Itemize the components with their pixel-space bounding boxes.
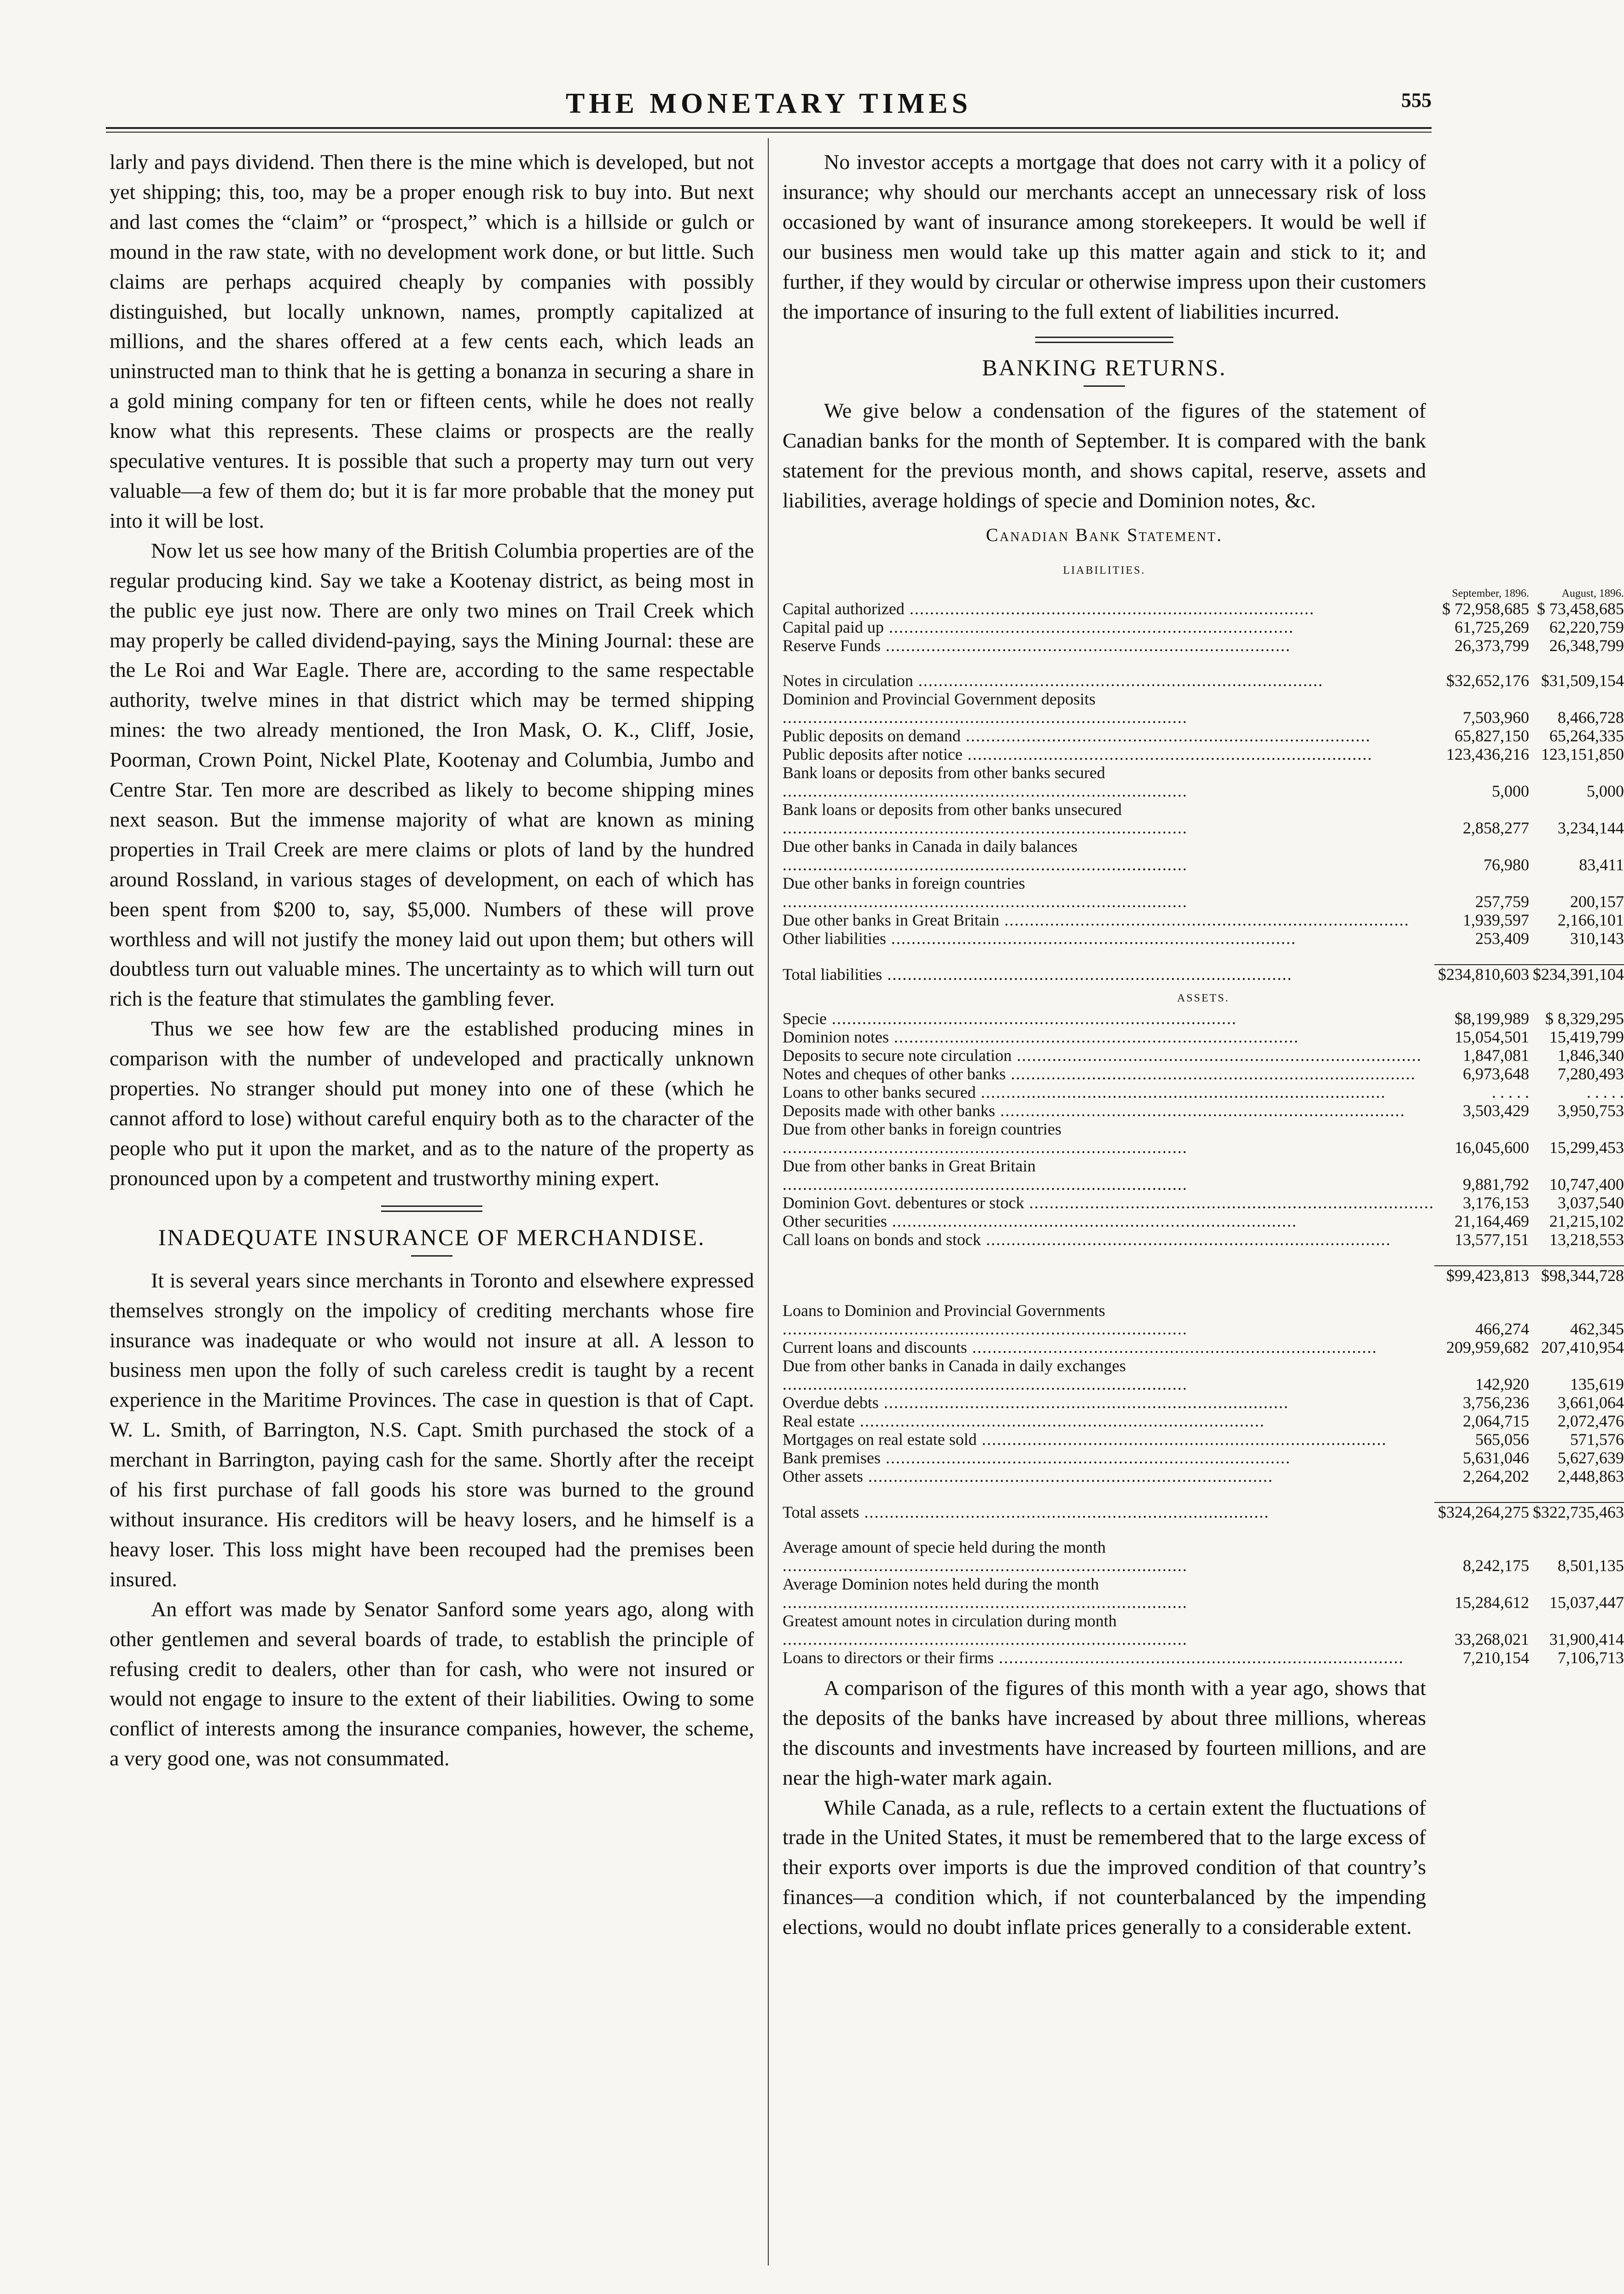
row-label [783, 1065, 1434, 1083]
row-label-text: Real estate [783, 1411, 855, 1430]
leader-dots [1012, 1046, 1422, 1065]
row-label [783, 800, 1434, 837]
value-august: 15,419,799 [1549, 1027, 1624, 1046]
row-label [783, 1357, 1434, 1393]
table-row [783, 1412, 1624, 1430]
value-august: 3,661,064 [1557, 1393, 1624, 1412]
value-september: 7,503,960 [1462, 708, 1529, 727]
table-row [783, 636, 1624, 655]
value-august: 2,166,101 [1557, 910, 1624, 929]
table-row [783, 1538, 1624, 1575]
table-row [783, 1230, 1624, 1249]
table-row [783, 1393, 1624, 1412]
table-spacer [783, 1285, 1624, 1301]
paragraph: Now let us see how many of the British Columbia properties are of the regular producing kind. Say we take a Kootenay district, as being most in the public eye just now. There are only two mines on Trail Creek which may properly be called dividend-paying, says the Mining Journal: these are the Le Roi and War Eagle. There are, according to the same respectable authority, twelve mines in that district which may be termed shipping mines: the two already mentioned, the Iron Mask, O. K., Cliff, Josie, Poorman, Crown Point, Nickel Plate, Kootenay and Columbia, Jumbo and Centre Star. Ten more are described as likely to become shipping mines next season. But the immense majority of what are known as mining properties in Trail Creek are mere claims or plots of land by the hundred around Rossland, in various stages of development, on each of which has been spent from $200 to, say, $5,000. Numbers of these will prove worthless and will not justify the money laid out upon them; but others will doubtless turn out valuable mines. The uncertainty as to which will turn out rich is the feature that stimulates the gambling fever. [110, 538, 754, 1011]
row-label [783, 1502, 1434, 1521]
row-label-text: Dominion Govt. debentures or stock [783, 1193, 1024, 1212]
table-row [783, 727, 1624, 745]
paragraph: Thus we see how few are the established producing mines in comparison with the number of undeveloped and practically unknown properties. No stranger should put money into one of these (which he cannot afford to lose) without careful enquiry both as to the character of the people who put it upon the market, and as to the nature of the property as pronounced upon by a competent and trustworthy mining expert. [110, 1017, 754, 1190]
leader-dots [884, 618, 1294, 636]
row-label-text: Deposits made with other banks [783, 1101, 995, 1120]
value-september: 26,373,799 [1454, 636, 1529, 655]
leader-dots [783, 856, 1188, 874]
value-september: 2,064,715 [1462, 1411, 1529, 1430]
value-august: $ 8,329,295 [1545, 1009, 1624, 1028]
row-label-text: Mortgages on real estate sold [783, 1430, 977, 1449]
table-row [783, 1028, 1624, 1046]
row-label-text: Public deposits after notice [783, 745, 963, 763]
row-label [783, 1083, 1434, 1101]
leader-dots [881, 1449, 1291, 1467]
row-label-text: Average Dominion notes held during the month [783, 1574, 1099, 1593]
table-row [783, 1157, 1624, 1194]
value-september: $8,199,989 [1454, 1009, 1529, 1028]
value-september: $324,264,275 [1434, 1502, 1529, 1521]
column-divider [768, 138, 769, 2265]
leader-dots [963, 745, 1373, 763]
value-september: $234,810,603 [1434, 965, 1529, 984]
row-label-text: Dominion notes [783, 1027, 889, 1046]
value-september: 76,980 [1483, 855, 1529, 874]
table-row [783, 929, 1624, 948]
table-row [783, 911, 1624, 929]
row-label-text: Due other banks in Canada in daily balances [783, 837, 1078, 856]
value-august: 21,215,102 [1549, 1211, 1624, 1230]
row-label [783, 1449, 1434, 1467]
table-row [783, 837, 1624, 874]
value-september: 257,759 [1475, 892, 1529, 911]
table-row [783, 1065, 1624, 1083]
value-september: 5,631,046 [1462, 1448, 1529, 1467]
table-row [783, 1357, 1624, 1393]
value-august: 3,950,753 [1557, 1101, 1624, 1120]
value-august: 7,106,713 [1557, 1648, 1624, 1667]
leader-dots [1024, 1194, 1434, 1212]
row-label [783, 690, 1434, 727]
row-label [783, 1393, 1434, 1412]
table-row [783, 671, 1624, 690]
table-row [783, 600, 1624, 618]
row-label [783, 1338, 1434, 1357]
leader-dots [783, 1375, 1188, 1393]
row-label-text: Bank premises [783, 1448, 881, 1467]
value-august: 1,846,340 [1557, 1046, 1624, 1065]
heading-rule [1084, 385, 1125, 387]
row-label-text: Due other banks in Great Britain [783, 910, 999, 929]
table-row [783, 1612, 1624, 1648]
value-august: 200,157 [1570, 892, 1624, 911]
row-label [783, 1101, 1434, 1120]
value-august: 462,345 [1570, 1319, 1624, 1338]
table-row [783, 1449, 1624, 1467]
leader-dots [783, 892, 1188, 911]
table-row [783, 618, 1624, 636]
row-label-text: Notes in circulation [783, 671, 913, 690]
value-august: $ 73,458,685 [1537, 599, 1624, 618]
page-header [106, 87, 1432, 124]
row-label-text: Due from other banks in foreign countries [783, 1119, 1061, 1138]
table-spacer [783, 1521, 1624, 1538]
value-august: $31,509,154 [1541, 671, 1624, 690]
value-august: 26,348,799 [1549, 636, 1624, 655]
leader-dots [977, 1430, 1387, 1449]
header-rule-thin [106, 132, 1432, 133]
table-spacer [783, 655, 1624, 671]
value-september: 65,827,150 [1454, 726, 1529, 745]
table-row [783, 1120, 1624, 1157]
row-label [783, 1301, 1434, 1338]
heading-rule [411, 1255, 452, 1257]
row-label [783, 745, 1434, 763]
value-september: 5,000 [1491, 781, 1529, 800]
row-label [783, 1212, 1434, 1230]
value-august: 571,576 [1570, 1430, 1624, 1449]
masthead: THE MONETARY TIMES [565, 88, 972, 119]
row-label-text: Overdue debts [783, 1393, 879, 1412]
row-label [783, 1266, 1434, 1285]
row-label-text: Other securities [783, 1211, 887, 1230]
value-august: . . . . . [1586, 1083, 1624, 1101]
value-august: 5,000 [1586, 781, 1624, 800]
value-september: 123,436,216 [1446, 745, 1529, 763]
value-august: 123,151,850 [1541, 745, 1624, 763]
value-september: 6,973,648 [1462, 1064, 1529, 1083]
table-row [783, 1083, 1624, 1101]
bank-statement-table [783, 588, 1624, 1667]
value-september: 7,210,154 [1462, 1648, 1529, 1667]
row-label-text: Total liabilities [783, 965, 882, 984]
value-september: 3,503,429 [1462, 1101, 1529, 1120]
value-september: $99,423,813 [1434, 1266, 1529, 1285]
row-label [783, 727, 1434, 745]
leader-dots [855, 1412, 1265, 1430]
paragraph: No investor accepts a mortgage that does not carry with it a policy of insurance; why should our merchants accept an unnecessary risk of loss occasioned by want of insurance among storekeepers. It would be well if our business men would take up this matter again and stick to it; and further, if they would by circular or otherwise impress upon their customers the importance of insuring to the full extent of liabilities incurred. [783, 150, 1426, 323]
value-september: 2,858,277 [1462, 818, 1529, 837]
leader-dots [863, 1467, 1273, 1485]
total-row [783, 965, 1624, 984]
row-label [783, 1575, 1434, 1612]
value-august: 8,466,728 [1557, 708, 1624, 727]
value-september: 16,045,600 [1454, 1138, 1529, 1157]
row-label [783, 1467, 1434, 1485]
leader-dots [859, 1503, 1269, 1521]
value-august: 65,264,335 [1549, 726, 1624, 745]
value-september: 466,274 [1475, 1319, 1529, 1338]
value-august: 31,900,414 [1549, 1630, 1624, 1648]
section-divider [381, 1205, 482, 1212]
value-september: 3,176,153 [1462, 1193, 1529, 1212]
leader-dots [827, 1009, 1237, 1028]
row-label [783, 1046, 1434, 1065]
leader-dots [783, 1175, 1188, 1194]
value-september: 15,284,612 [1454, 1593, 1529, 1612]
header-rule [106, 127, 1432, 129]
leader-dots [881, 636, 1291, 655]
table-header-row [783, 588, 1624, 600]
row-label-text: Bank loans or deposits from other banks secured [783, 763, 1105, 782]
value-august: 10,747,400 [1549, 1175, 1624, 1194]
paragraph: While Canada, as a rule, reflects to a certain extent the fluctuations of trade in the United States, it must be remembered that to the large excess of their exports over imports is due the improved condition of that country’s finances—a condition which, if not counterbalanced by the impending elections, would no doubt inflate prices generally to a considerable extent. [783, 1795, 1426, 1939]
total-row [783, 1502, 1624, 1521]
row-label-text: Other assets [783, 1467, 863, 1485]
row-label [783, 1009, 1434, 1028]
value-august: 3,234,144 [1557, 818, 1624, 837]
value-august: 62,220,759 [1549, 617, 1624, 636]
value-august: 2,448,863 [1557, 1467, 1624, 1485]
table-row [783, 1212, 1624, 1230]
table-row [783, 1009, 1624, 1028]
leader-dots [967, 1338, 1377, 1357]
leader-dots [905, 600, 1315, 618]
row-label [783, 600, 1434, 618]
value-august: 15,037,447 [1549, 1593, 1624, 1612]
section-heading: BANKING RETURNS. [982, 355, 1227, 381]
leader-dots [783, 708, 1188, 727]
value-september: 61,725,269 [1454, 617, 1529, 636]
value-september: 33,268,021 [1454, 1630, 1529, 1648]
row-label [783, 837, 1434, 874]
value-august: 13,218,553 [1549, 1230, 1624, 1249]
leader-dots [981, 1230, 1391, 1249]
row-label [783, 1120, 1434, 1157]
row-label [783, 1612, 1434, 1648]
row-label-text: Current loans and discounts [783, 1338, 967, 1357]
value-august: 83,411 [1579, 855, 1624, 874]
leader-dots [783, 1138, 1188, 1157]
value-september: 209,959,682 [1446, 1338, 1529, 1357]
page-number: 555 [1401, 89, 1432, 111]
value-september: $32,652,176 [1446, 671, 1529, 690]
left-column [110, 147, 754, 1774]
row-label-text: Specie [783, 1009, 827, 1028]
row-label [783, 1230, 1434, 1249]
leader-dots [783, 1556, 1188, 1575]
row-label-text: Call loans on bonds and stock [783, 1230, 981, 1249]
paragraph: A comparison of the figures of this month with a year ago, shows that the deposits of the banks have increased by about three millions, whereas the discounts and investments have increased by fourteen millions, and are near the high-water mark again. [783, 1676, 1426, 1789]
value-september: 8,242,175 [1462, 1556, 1529, 1575]
leader-dots [882, 965, 1292, 984]
leader-dots [913, 671, 1323, 690]
value-september: 253,409 [1475, 929, 1529, 948]
table-row [783, 1338, 1624, 1357]
row-label [783, 1648, 1434, 1667]
table-row [783, 1101, 1624, 1120]
value-august: 15,299,453 [1549, 1138, 1624, 1157]
row-label-text: Notes and cheques of other banks [783, 1064, 1006, 1083]
table-row [783, 874, 1624, 911]
row-label-text: Loans to Dominion and Provincial Governments [783, 1301, 1105, 1320]
table-row [783, 1430, 1624, 1449]
leader-dots [879, 1393, 1289, 1412]
row-label [783, 763, 1434, 800]
leader-dots [783, 782, 1188, 800]
row-label-text: Capital authorized [783, 599, 905, 618]
value-september: 1,939,597 [1462, 910, 1529, 929]
right-column [783, 147, 1624, 1942]
value-september: . . . . . [1491, 1083, 1529, 1101]
value-september: 3,756,236 [1462, 1393, 1529, 1412]
table-row [783, 763, 1624, 800]
section-divider [1035, 337, 1173, 343]
row-label [783, 1028, 1434, 1046]
row-label-text: Dominion and Provincial Government deposits [783, 689, 1096, 708]
value-august: 310,143 [1570, 929, 1624, 948]
row-label [783, 671, 1434, 690]
paragraph: larly and pays dividend. Then there is the mine which is developed, but not yet shipping; this, too, may be a proper enough risk to buy into. But next and last comes the “claim” or “prospect,” which is a hillside or gulch or mound in the raw state, with no development work done, or but little. Such claims are perhaps acquired cheaply by companies with possibly distinguished, but locally unknown, names, promptly capitalized at millions, and the shares offered at a few cents each, which leads an uninstructed man to think that he is getting a bonanza in securing a share in a gold mining company for ten or fifteen cents, while he does not really know what this represents. These claims or prospects are the really speculative ventures. It is possible that such a property may turn out very valuable—a few of them do; but it is far more probable that the money put into it will be lost. [110, 150, 754, 532]
paragraph: We give below a condensation of the figures of the statement of Canadian banks for the month of September. It is compared with the bank statement for the previous month, and shows capital, reserve, assets and liabilities, average holdings of specie and Dominion notes, &c. [783, 399, 1426, 512]
value-september: 565,056 [1475, 1430, 1529, 1449]
value-august: 207,410,954 [1541, 1338, 1624, 1357]
value-september: 1,847,081 [1462, 1046, 1529, 1065]
table-row [783, 800, 1624, 837]
row-label [783, 911, 1434, 929]
liabilities-label: LIABILITIES. [1063, 564, 1146, 576]
value-august: $98,344,728 [1529, 1266, 1624, 1285]
table-row [783, 1301, 1624, 1338]
leader-dots [783, 1630, 1188, 1648]
row-label-text: Greatest amount notes in circulation during month [783, 1611, 1117, 1630]
table-spacer [783, 1249, 1624, 1266]
value-august: 5,627,639 [1557, 1448, 1624, 1467]
value-september: 13,577,151 [1454, 1230, 1529, 1249]
value-september: $ 72,958,685 [1442, 599, 1529, 618]
leader-dots [995, 1101, 1405, 1120]
leader-dots [961, 727, 1371, 745]
value-august: 8,501,135 [1557, 1556, 1624, 1575]
row-label [783, 874, 1434, 911]
leader-dots [994, 1648, 1404, 1667]
leader-dots [1006, 1065, 1416, 1083]
section-heading: INADEQUATE INSURANCE OF MERCHANDISE. [158, 1224, 706, 1250]
column-header-august: August, 1896. [1561, 587, 1624, 600]
row-label [783, 636, 1434, 655]
leader-dots [783, 1593, 1188, 1612]
table-title: Canadian Bank Statement. [986, 524, 1223, 546]
row-label [783, 965, 1434, 984]
value-september: 2,264,202 [1462, 1467, 1529, 1485]
subtotal-row [783, 1266, 1624, 1285]
table-row [783, 1648, 1624, 1667]
row-label [783, 1430, 1434, 1449]
row-label-text: Due from other banks in Canada in daily exchanges [783, 1356, 1126, 1375]
leader-dots [783, 819, 1188, 837]
leader-dots [999, 911, 1409, 929]
row-label-text: Total assets [783, 1502, 859, 1521]
leader-dots [887, 1212, 1297, 1230]
leader-dots [976, 1083, 1386, 1101]
assets-label [783, 984, 1624, 1009]
value-august: 3,037,540 [1557, 1193, 1624, 1212]
table-spacer [783, 948, 1624, 965]
row-label-text: Due other banks in foreign countries [783, 873, 1025, 892]
table-row [783, 745, 1624, 763]
table-row [783, 690, 1624, 727]
table-row [783, 1467, 1624, 1485]
value-august: 7,280,493 [1557, 1064, 1624, 1083]
row-label-text: Capital paid up [783, 617, 884, 636]
row-label [783, 1157, 1434, 1194]
row-label [783, 1194, 1434, 1212]
paragraph: An effort was made by Senator Sanford some years ago, along with other gentlemen and several boards of trade, to establish the principle of refusing credit to dealers, other than for cash, who were not insured or would not engage to insure to the extent of their liabilities. Owing to some conflict of interests among the insurance companies, however, the scheme, a very good one, was not consummated. [110, 1597, 754, 1770]
value-september: 9,881,792 [1462, 1175, 1529, 1194]
assets-label-text: ASSETS. [1177, 992, 1230, 1004]
leader-dots [783, 1320, 1188, 1338]
row-label-text: Loans to directors or their firms [783, 1648, 994, 1667]
table-spacer [783, 1485, 1624, 1502]
value-august: 2,072,476 [1557, 1411, 1624, 1430]
leader-dots [889, 1028, 1299, 1046]
row-label-text: Loans to other banks secured [783, 1083, 976, 1101]
leader-dots [886, 929, 1296, 948]
value-september: 21,164,469 [1454, 1211, 1529, 1230]
table-row [783, 1194, 1624, 1212]
row-label-text: Bank loans or deposits from other banks unsecured [783, 800, 1122, 819]
row-label-text: Reserve Funds [783, 636, 881, 655]
paragraph: It is several years since merchants in Toronto and elsewhere expressed themselves strongly on the impolicy of crediting merchants whose fire insurance was inadequate or who would not insure at all. A lesson to business men upon the folly of such careless credit is taught by a recent experience in the Maritime Provinces. The case in question is that of Capt. W. L. Smith, of Barrington, N.S. Capt. Smith purchased the stock of a merchant in Barrington, paying cash for the same. Shortly after the receipt of his first purchase of fall goods his store was burned to the ground without insurance. His creditors will be heavy losers, and he himself is a heavy loser. This loss might have been recouped had the premises been insured. [110, 1268, 754, 1591]
row-label [783, 618, 1434, 636]
value-september: 15,054,501 [1454, 1027, 1529, 1046]
value-august: $234,391,104 [1529, 965, 1624, 984]
row-label [783, 1538, 1434, 1575]
row-label-text: Due from other banks in Great Britain [783, 1156, 1036, 1175]
value-september: 142,920 [1475, 1374, 1529, 1393]
row-label-text: Other liabilities [783, 929, 886, 948]
row-label-text: Average amount of specie held during the month [783, 1537, 1106, 1556]
value-august: 135,619 [1570, 1374, 1624, 1393]
row-label-text: Public deposits on demand [783, 726, 961, 745]
table-row [783, 1046, 1624, 1065]
value-august: $322,735,463 [1529, 1502, 1624, 1521]
row-label [783, 929, 1434, 948]
column-header-september: September, 1896. [1452, 587, 1529, 600]
row-label-text: Deposits to secure note circulation [783, 1046, 1012, 1065]
table-row [783, 1575, 1624, 1612]
row-label [783, 1412, 1434, 1430]
